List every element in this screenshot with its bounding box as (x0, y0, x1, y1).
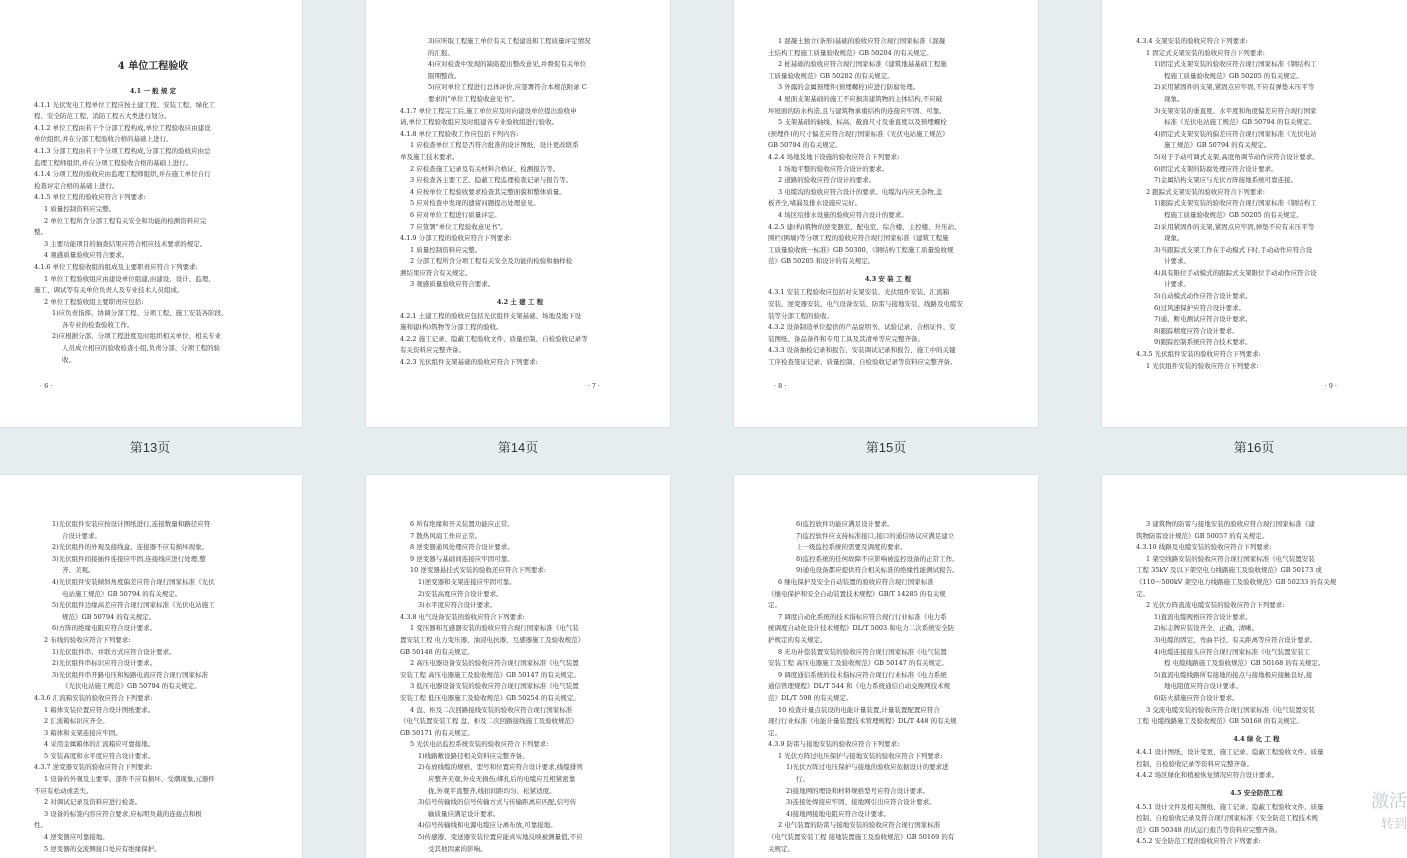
text-line: 5)传感器、变送器安装位置应能真实地反映被测量值,不应 (418, 833, 583, 842)
text-line: 规范》GB 50794 的有关规定。 (62, 612, 156, 621)
text-line: 置安装工程 电力变压器、油浸电抗器、互感器施工及验收规范》 (400, 635, 585, 644)
text-line: 4.3.6 汇流箱安装的验收应符合下列要求: (34, 693, 153, 702)
text-line: 3)光伏组件间接插件连接应牢固,连接线应进行处理,整 (52, 554, 206, 563)
page-content (1136, 36, 1377, 372)
page-content (768, 36, 1008, 369)
text-line: 输质量应满足设计要求。 (428, 809, 500, 818)
text-line: 定。 (768, 601, 781, 610)
text-line: 测结果应符合有关规定。 (400, 268, 472, 277)
text-line: 3)支架安装的垂直度、水平度和角度偏差应符合现行国家 (1154, 106, 1317, 115)
text-line: 《电气装置安装工程 接地装置施工及验收规范》GB 50169 的有 (768, 833, 955, 842)
text-line: 6 应对单位工程进行质量评定。 (410, 210, 501, 219)
text-line: 2 单位工程所含分部工程有关安全和功能的检测资料应完 (44, 216, 207, 225)
text-line: 2 道路的验收应符合设计的要求。 (778, 176, 876, 185)
text-line: 1 固定式支架安装的验收应符合下列要求: (1146, 48, 1265, 57)
text-line: 4.3.10 线路及电缆安装的验收应符合下列要求: (1136, 543, 1272, 552)
text-line: 标准《光伏电站施工规范》GB 50794 的有关规定。 (1164, 118, 1316, 127)
text-line: 2)标志牌应装设齐全、正确、清晰。 (1154, 624, 1259, 633)
text-line: 7 调度自动化系统的技术指标应符合现行行业标准《电力系 (778, 612, 947, 621)
text-line: 9)跟踪控制系统应符合技术要求。 (1154, 338, 1252, 347)
text-line: 7)金属结构支架应与光伏方阵接地系统可靠连接。 (1154, 176, 1298, 185)
page-number: · 9 · (1324, 382, 1337, 391)
text-line: 10 逆变器悬挂式安装的验收还应符合下列要求: (410, 566, 547, 575)
text-line: 4 逆变器应可靠接地。 (44, 833, 109, 842)
text-line: 9 逆变器与基础间连接应牢固可靠。 (410, 554, 514, 563)
activation-watermark-sub: 转到 (1380, 817, 1407, 832)
text-line: 不应有松动或丢失。 (34, 786, 93, 795)
text-line: 整。 (34, 228, 47, 237)
text-line: 范》GB 50205 和设计的有关规定。 (768, 257, 875, 266)
text-line: 《继电保护和安全自动装置技术规程》GB/T 14285 的有关规 (768, 589, 946, 598)
page-content (34, 38, 272, 366)
text-line: 计要求。 (1164, 257, 1190, 266)
text-line: 4 场区给排水设施的验收应符合设计的要求。 (778, 210, 908, 219)
text-line: 4)固定式支架安装的偏差应符合现行国家标准《光伏电站 (1154, 129, 1317, 138)
text-line: 4.3.8 电气设备安装的验收应符合下列要求: (400, 612, 525, 621)
text-line: GB 50148 的有关规定。 (400, 647, 474, 656)
text-line: 范》DL/T 598 的有关规定。 (768, 693, 853, 702)
page-thumbnail[interactable] (366, 0, 670, 427)
text-line: 5)自动模式动作应符合设计要求。 (1154, 292, 1252, 301)
page-thumbnail[interactable] (0, 0, 302, 427)
text-line: 3 交流电缆安装的验收应符合现行国家标准《电气装置安装 (1146, 705, 1315, 714)
text-line: 4.1.1 光伏发电工程单位工程应按土建工程、安装工程、绿化工 (34, 100, 216, 109)
text-line: 1)光伏组件安装应按设计图纸进行,连接数量和路径应符 (52, 520, 211, 528)
text-line: 5 光伏电站监控系统安装的验收应符合下列要求: (410, 740, 549, 749)
text-line: 6 所有绝缘和开关装置功能应正常。 (410, 520, 514, 528)
text-line: 1)跟踪式支架安装的验收应符合现行国家标准《钢结构工 (1154, 199, 1317, 208)
text-line: 9 调度通信系统的技术指标应符合现行行业标准《电力系统 (778, 670, 947, 679)
section-heading: 4.2 土 建 工 程 (496, 298, 544, 307)
text-line: 1 设备的外观及主要零、部件不应有损坏、受潮现象,元器件 (44, 775, 215, 784)
text-line: 《光伏电站施工规范》GB 50794 的有关规定。 (62, 682, 201, 691)
text-line: 2 电气装置的防雷与接地安装的验收应符合现行国家标准 (778, 821, 941, 830)
text-line: 4.1.4 分项工程的验收应由监理工程师组织,并在施工单位自行 (34, 170, 211, 179)
text-line: 拢,外观平直整齐,线扣间距均匀、松紧适度。 (428, 786, 556, 795)
text-line: 4 采用金属箱体的汇流箱应可靠接地。 (44, 740, 155, 749)
text-line: 装图纸、备品备件和专用工具及其清单等应完整齐备。 (768, 334, 924, 343)
text-line: 1)应负责指挥、协调分部工程、分项工程、施工安装各阶段、 (52, 309, 228, 318)
text-line: 安装工程 低压电器施工及验收规范》GB 50254 的有关规定。 (400, 693, 580, 702)
text-line: 4.2.1 土建工程的验收应包括光伏组件支架基础、场地及地下设 (400, 311, 582, 320)
text-line: 性。 (34, 821, 47, 830)
text-line: 8 无功补偿装置安装的验收应符合现行国家标准《电气装置 (778, 647, 947, 656)
text-line: 程施工质量验收规范》GB 50205 的有关规定。 (1164, 71, 1303, 80)
text-line: 4.1.7 单位工程完工后,施工单位应及时向建设单位提出验收申 (400, 106, 577, 115)
text-line: 2)光伏组件串标识应符合设计要求。 (52, 659, 157, 668)
text-line: 通信管理规程》DL/T 544 和《电力系统通信自动交换网技术规 (768, 682, 951, 691)
text-line: 4 盘、柜及二次回路接线安装的验收应符合现行国家标准 (410, 705, 573, 714)
text-line: (预埋件)的尺寸偏差应符合现行国家标准《光伏电站施工规范》 (768, 129, 949, 138)
text-line: 收。 (62, 355, 75, 364)
text-line: 单及施工技术要求。 (400, 152, 459, 161)
text-line: 4)信号传输线和电源电缆应分离布放,可靠接地。 (418, 821, 557, 830)
text-line: 8)监控系统的任何故障不应影响被监控设备的正常工作。 (796, 554, 959, 563)
text-line: 3)水平度应符合设计要求。 (418, 601, 497, 610)
text-line: 3 主要功能项目的抽查结果应符合相应技术要求的规定。 (44, 239, 207, 248)
text-line: 4.1.2 单位工程由若干个分部工程构成,单位工程验收应由建设 (34, 123, 211, 132)
text-line: GB 50794 的有关规定。 (768, 141, 842, 150)
text-line: 1)逆变器和支架连接应牢固可靠。 (418, 577, 516, 586)
text-line: 1 质量控制资料应完整。 (44, 204, 116, 213)
text-line: 安装工程 高压电器施工及验收规范》GB 50147 的有关规定。 (768, 659, 948, 668)
text-line: 关规定。 (768, 844, 794, 853)
text-line: 3 电缆沟的验收应符合设计的要求。电缆沟内应无杂物,盖 (778, 187, 943, 196)
text-line: 安装工程 高压电器施工及验收规范》GB 50147 的有关规定。 (400, 670, 580, 679)
text-line: 4.5.2 安全防范工程的验收应符合下列要求: (1136, 837, 1261, 846)
text-line: 3 外露的金属预埋件(预埋螺栓)应进行防腐处理。 (778, 83, 920, 92)
text-line: 4.3.3 设备抽检记录和报告、安装调试记录和报告、施工中的关键 (768, 346, 956, 355)
page-content (34, 519, 272, 855)
page-number: · 7 · (587, 382, 600, 391)
text-line: 3 箱体和支架连接应牢固。 (44, 728, 122, 737)
text-line: 地电阻值应符合设计要求。 (1164, 682, 1242, 691)
page-content (1136, 519, 1377, 848)
text-line: 程、安全防范工程、消防工程五大类进行划分。 (34, 112, 171, 121)
text-line: 4)应对检查中发现的缺陷提出整改意见,并督促有关单位 (428, 60, 587, 69)
text-line: 筑物防雷设计规范》GB 50057 的有关规定。 (1136, 531, 1269, 540)
text-line: 受其他因素的影响。 (428, 844, 487, 853)
text-line: 1)光伏组件串、并联方式应符合设计要求。 (52, 647, 176, 656)
section-heading: 4.3 安 装 工 程 (864, 274, 912, 283)
text-line: 1)直流电缆规格应符合设计要求。 (1154, 612, 1252, 621)
text-line: 8 逆变器通风处理应符合设计要求。 (410, 543, 514, 552)
text-line: 现行行业标准《电能计量装置技术管理规程》DL/T 448 的有关规 (768, 717, 957, 726)
text-line: 5)对于手动可调式支架,高度角调节动作应符合设计要求。 (1154, 152, 1319, 161)
text-line: 护规定的有关规定。 (768, 635, 827, 644)
text-line: 4)电缆连接接头应符合现行国家标准《电气装置安装工 (1154, 647, 1311, 656)
text-line: 4.3.2 设备制造单位提供的产品说明书、试验记录、合格证件、安 (768, 323, 956, 332)
chapter-title: 4 单位工程验收 (117, 61, 189, 72)
text-line: 《110～500kV 架空电力线路施工及验收规范》GB 50233 的有关规 (1136, 577, 1337, 586)
text-line: 4.3.5 光伏组件安装的验收应符合下列要求: (1136, 350, 1261, 359)
text-line: 3 观感质量验收应符合要求。 (410, 280, 495, 289)
text-line: 4 观感质量验收应符合要求。 (44, 251, 129, 260)
page-label[interactable]: 第13页 (129, 440, 171, 455)
text-line: 有关资料应完整齐备。 (400, 346, 465, 355)
text-line: 定。 (1136, 589, 1149, 598)
text-line: 4.2.2 施工记录、隐蔽工程验收文件、质量控制、自检验收记录等 (400, 334, 588, 343)
text-line: 统调度自动化设计技术规程》DL/T 5003 和电力二次系统安全防 (768, 624, 955, 633)
text-line: 6)过风速保护应符合设计要求。 (1154, 303, 1246, 312)
text-line: 程 电缆线路施工及验收规范》GB 50168 的有关规定。 (1164, 659, 1325, 668)
activation-watermark: 激活 (1371, 791, 1407, 812)
text-line: 7)监控软件应支持标准接口,接口的通信协议应满足建立 (796, 531, 955, 540)
text-line: 2 分部工程所含分项工程有关安全及功能的检验和抽样检 (410, 257, 573, 266)
text-line: 施和建(构)筑物等分部工程的验收。 (400, 323, 503, 332)
text-line: 2 高压电器设备安装的验收应符合现行国家标准《电气装置 (410, 659, 579, 668)
text-line: 4.2.5 建(构)筑物的逆变器室、配电室、综合楼、主控楼、升压站、 (768, 222, 961, 231)
text-line: 4.1.8 单位工程验收工作应包括下列内容: (400, 129, 519, 138)
text-line: 7)通、断电测试应符合设计要求。 (1154, 315, 1252, 324)
text-line: 电站施工规范》GB 50794 的有关规定。 (62, 589, 182, 598)
page-thumbnail[interactable] (1102, 0, 1407, 427)
text-line: 工程 电缆线路施工及验收规范》GB 50168 的有关规定。 (1136, 717, 1303, 726)
text-line: 4)具有限位手动模式的跟踪式支架限位手动动作应符合设 (1154, 268, 1317, 277)
text-line: 4.3.1 安装工程验收应包括对支架安装、光伏组件安装、汇流箱 (768, 288, 950, 297)
text-line: 6 继电保护及安全自动装置的验收应符合现行国家标准 (778, 577, 934, 586)
text-line: 1 变压器和互感器安装的验收应符合现行国家标准《电气装 (410, 624, 579, 633)
text-line: 齐、美观。 (62, 566, 95, 575)
page-number: · 8 · (774, 382, 787, 391)
text-line: 1 混凝土独立(条形)基础的验收应符合现行国家标准《混凝 (778, 37, 946, 45)
text-line: 1 光伏组件安装的验收应符合下列要求: (1146, 361, 1259, 370)
text-line: 《电气装置安装工程 盘、柜及二次回路接线施工及验收规范》 (400, 717, 578, 726)
text-line: 8)跟踪精度应符合设计要求。 (1154, 326, 1239, 335)
text-line: 4)光伏组件安装倾斜角度偏差应符合现行国家标准《光伏 (52, 577, 215, 586)
page-thumbnail[interactable] (1102, 475, 1407, 858)
text-line: 2 应检查施工记录及有关材料合格证、检测报告等。 (410, 164, 560, 173)
text-line: 各专业的检查验收工作。 (62, 320, 134, 329)
text-line: 工质量验收统一标准》GB 50300、《钢结构工程施工质量验收规 (768, 245, 954, 254)
text-line: 3)连接处焊接应牢固、接地网引出应符合设计要求。 (786, 798, 936, 807)
text-line: 4.3.9 防雷与接地安装的验收应符合下列要求: (768, 740, 900, 749)
text-line: 2)光伏组件的外观及接线盒、连接器不应有损坏现象。 (52, 543, 209, 552)
text-line: 2)布放线缆的规格、型号和位置应符合设计要求,线缆排列 (418, 763, 583, 772)
text-line: 5 安装高度和水平度应符合设计要求。 (44, 751, 155, 760)
text-line: 3)电缆的固定、弯曲半径、有关距离等应符合设计要求。 (1154, 635, 1317, 644)
text-line: 1 架空线路安装的验收应符合现行国家标准《电气装置安装 (1146, 554, 1315, 563)
text-line: 4.5.1 设计文件及相关图纸、施工记录、隐蔽工程验收文件、质量 (1136, 802, 1324, 811)
text-line: 2)安装高度应符合设计要求。 (418, 589, 503, 598)
page-thumbnail[interactable] (366, 475, 670, 858)
text-line: 3 设备的标签内容应符合要求,应标明负载的连接点和极 (44, 809, 202, 818)
page-label[interactable]: 第14页 (497, 440, 539, 455)
text-line: 4.2.3 光伏组件支架基础的验收应符合下列要求: (400, 358, 538, 367)
text-line: 限期整改。 (428, 71, 461, 80)
text-line: 2)应根据分部、分项工程进度及时组织相关单位、相关专业 (52, 332, 222, 341)
text-line: 施工、调试等有关单位负责人及专业技术人员组成。 (34, 286, 184, 295)
text-line: 1 应检查单位工程是否符合批准的设计图纸、设计更改联系 (410, 141, 579, 150)
text-line: 6)防火措施应符合设计要求。 (1154, 693, 1239, 702)
text-line: GB 50171 的有关规定。 (400, 728, 474, 737)
text-line: 工程 35kV 及以下架空电力线路施工及验收规范》GB 50173 或 (1136, 566, 1322, 575)
text-line: 5)应对单位工程进行总体评价,应签署符合本规范附录 C (428, 83, 587, 92)
text-line: 4 屋面支架基础的施工不应损害建筑物的主体结构,不应破 (778, 94, 943, 103)
text-line: 10 检查计量点装设的电能计量装置,计量装置配置应符合 (778, 705, 940, 714)
text-line: 定。 (768, 728, 781, 737)
text-line: 单位组织,并在分部工程验收合格的基础上进行。 (34, 135, 173, 144)
page-thumbnail[interactable] (734, 475, 1038, 858)
text-line: 控制、自检验收记录及符合现行国家标准《安全防范工程技术规 (1136, 814, 1318, 823)
text-line: 4.4.2 场区绿化和植被恢复情况应符合设计要求。 (1136, 771, 1279, 780)
text-line: 1 单位工程验收组应由建设单位组建,由建设、设计、监理、 (44, 274, 215, 283)
page-content (768, 519, 1008, 855)
text-line: 4.2.4 场地及地下设施的验收应符合下列要求: (768, 152, 900, 161)
text-line: 9)通电设备都应提供符合相关标准的绝缘性能测试报告。 (796, 566, 959, 575)
text-line: 5 支架基础的轴线、标高、截面尺寸及垂直度以及预埋螺栓 (778, 118, 947, 127)
text-line: 2 跟踪式支架安装的验收应符合下列要求: (1146, 187, 1265, 196)
text-line: 装等分部工程的验收。 (768, 311, 833, 320)
text-line: 控制、自检验收记录等资料应完整齐备。 (1136, 759, 1253, 768)
page-thumbnail[interactable] (734, 0, 1038, 427)
text-line: 请,单位工程验收组应及时组建各专业验收组进行验收。 (400, 118, 559, 127)
text-line: 5)直流电缆线路所有接地的接点与接地极应接触良好,接 (1154, 670, 1313, 679)
text-line: 人员成立相应的验收检查小组,负责分部、分项工程的验 (62, 344, 221, 353)
text-line: 4 应按单位工程验收要求检查其完整面貌和整体质量。 (410, 187, 566, 196)
page-label[interactable]: 第15页 (865, 440, 907, 455)
text-line: 3 建筑物的防雷与接地安装的验收应符合现行国家标准《建 (1146, 520, 1315, 528)
section-heading: 4.1 一 般 规 定 (129, 87, 177, 95)
text-line: 4.1.3 分部工程由若干个分项工程构成,分部工程的验收应由总 (34, 146, 211, 155)
text-line: 坏屋面的防水构造,且与建筑物承重结构的连接应牢固、可靠。 (768, 106, 946, 115)
text-line: 现象。 (1164, 94, 1184, 103)
text-line: 3 应检查各主要工艺、隐蔽工程监理检查记录与报告等。 (410, 176, 573, 185)
text-line: 3)信号传输线的信号传输方式与传输距离应匹配,信号传 (418, 798, 577, 807)
text-line: 3)当跟踪式支架工作在手动模式下时,手动动作应符合设 (1154, 245, 1313, 254)
text-line: 合设计要求。 (62, 531, 101, 540)
text-line: 6)方阵的绝缘电阻应符合设计要求。 (52, 624, 157, 633)
text-line: 2 汇流箱标识应齐全。 (44, 717, 109, 726)
text-line: 安装、逆变器安装、电气设备安装、防雷与接地安装、线路及电缆安 (768, 300, 963, 309)
text-line: 5 应对检查中发现的遗留问题提出处理意见。 (410, 199, 540, 208)
text-line: 监理工程师组织,并在分项工程验收合格的基础上进行。 (34, 158, 193, 167)
text-line: 3 低压电器设备安装的验收应符合现行国家标准《电气装置 (410, 682, 579, 691)
text-line: 工序检查签证记录、质量控制、自检验收记录等资料应完整齐备。 (768, 358, 957, 367)
text-line: 2 光伏方阵直流电缆安装的验收应符合下列要求: (1146, 601, 1285, 610)
text-line: 1 箱体安装位置应符合设计图纸要求。 (44, 705, 155, 714)
text-line: 2 布线的验收应符合下列要求: (44, 635, 131, 644)
text-line: 2 对调试记录及资料应进行检查。 (44, 798, 142, 807)
text-line: 1)线路敷设路径相关资料应完整齐备。 (418, 751, 529, 760)
text-line: 2)采用紧固件的支架,紧固点应牢固,不应有弹垫未压平等 (1154, 83, 1315, 92)
text-line: 2)采用紧固件的支架,紧固点应牢固,弹垫不应有未压平等 (1154, 222, 1315, 231)
text-line: 现象。 (1164, 234, 1184, 243)
text-line: 2 桩基础的验收应符合现行国家标准《建筑地基基础工程施 (778, 60, 947, 69)
text-line: 5 逆变器的交流侧接口处应有绝缘保护。 (44, 844, 161, 853)
text-line: 4.1.5 单位工程的验收应符合下列要求: (34, 193, 146, 202)
text-line: 的汇报。 (428, 48, 454, 57)
text-line: 行。 (796, 775, 809, 784)
text-line: 应整齐美观,外皮无损伤;绑扎后的电缆应互相紧密靠 (428, 775, 576, 784)
text-line: 3)应听取工程施工单位有关工程建设和工程质量评定情况 (428, 37, 591, 45)
page-thumbnail[interactable] (0, 475, 302, 858)
text-line: 1)固定式支架安装的验收应符合现行国家标准《钢结构工 (1154, 60, 1317, 69)
text-line: 1)光伏方阵过电压保护与接地的验收应依据设计的要求进 (786, 763, 949, 772)
text-line: 板齐全,堵漏及排水设施应完好。 (768, 199, 862, 208)
text-line: 围栏(围墙)等分项工程的验收应符合现行国家标准《建筑工程施 (768, 234, 949, 243)
text-line: 4.4.1 设计图纸、设计变更、施工记录、隐蔽工程验收文件、质量 (1136, 748, 1324, 757)
text-line: 上一级监控系统的需要及调度的要求。 (796, 543, 907, 552)
text-line: 计要求。 (1164, 280, 1190, 289)
text-line: 7 散热风扇工作应正常。 (410, 531, 482, 540)
text-line: 土结构工程施工质量验收规范》GB 50204 的有关规定。 (768, 48, 933, 57)
text-line: 1 光伏方阵过电压保护与接地安装的验收应符合下列要求: (778, 751, 943, 760)
text-line: 要求的"单位工程验收意见书"。 (428, 94, 519, 103)
page-number: · 6 · (40, 382, 53, 391)
page-content (400, 519, 640, 855)
text-line: 检查评定合格的基础上进行。 (34, 181, 119, 190)
text-line: 4.1.9 分部工程的验收应符合下列要求: (400, 234, 512, 243)
text-line: 4.3.4 支架安装的验收应符合下列要求: (1136, 37, 1248, 45)
text-line: 4)接地网接地电阻应符合设计要求。 (786, 809, 891, 818)
text-line: 程施工质量验收规范》GB 50205 的有关规定。 (1164, 210, 1303, 219)
section-heading: 4.5 安全防范工程 (1230, 789, 1283, 798)
text-line: 5)光伏组件边缘高差应符合现行国家标准《光伏电站施工 (52, 601, 215, 610)
text-line: 2 单位工程验收组主要职责应包括: (44, 297, 144, 306)
page-label[interactable]: 第16页 (1233, 440, 1275, 455)
section-heading: 4.4 绿 化 工 程 (1233, 734, 1280, 743)
text-line: 1 质量控制资料应完整。 (410, 245, 482, 254)
page-content (400, 36, 640, 369)
text-line: 6)监控软件功能应满足设计要求。 (796, 520, 894, 528)
text-line: 工质量验收规范》GB 50202 的有关规定。 (768, 71, 894, 80)
text-line: 4.1.6 单位工程验收组的组成及主要职责应符合下列要求: (34, 262, 198, 271)
text-line: 6)固定式支架的防腐处理应符合设计要求。 (1154, 164, 1278, 173)
text-line: 4.3.7 逆变器安装的验收应符合下列要求: (34, 763, 153, 772)
text-line: 施工规范》GB 50794 的有关规定。 (1164, 141, 1271, 150)
text-line: 7 应签署"单位工程验收意见书"。 (410, 222, 507, 231)
text-line: 1 场地平整的验收应符合设计的要求。 (778, 164, 889, 173)
text-line: 2)接地网的埋设和材料规格型号应符合设计要求。 (786, 786, 930, 795)
text-line: 3)光伏组件串开路电压和短路电流应符合现行国家标准 (52, 670, 209, 679)
text-line: 范》GB 50348 的试运行报告等资料应完整齐备。 (1136, 825, 1282, 834)
